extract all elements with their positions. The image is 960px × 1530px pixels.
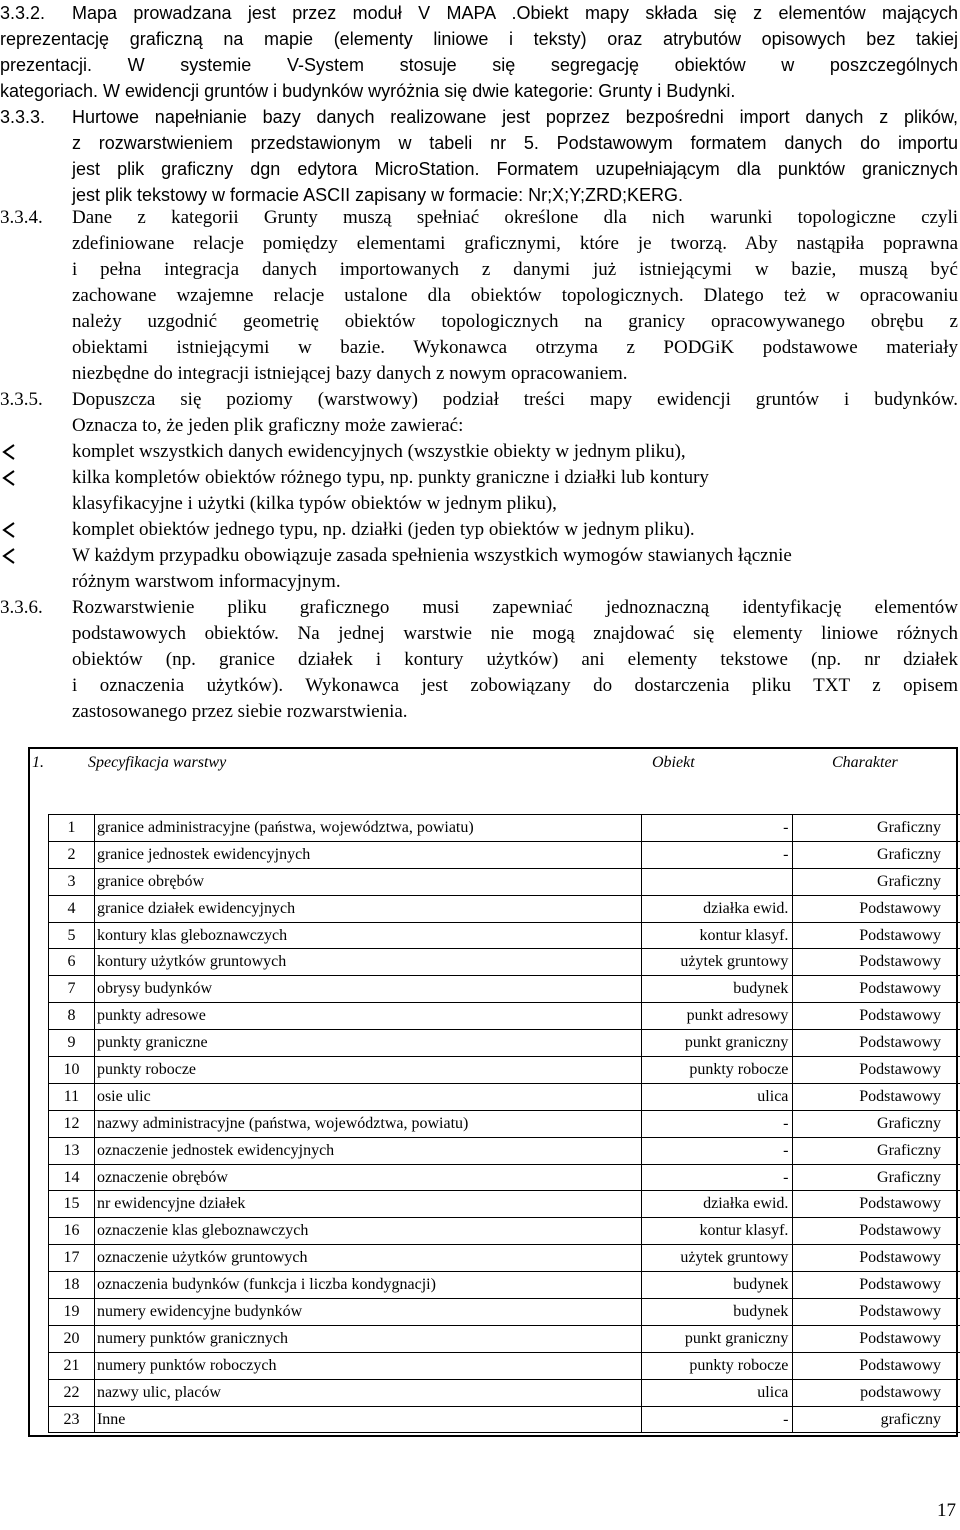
layer-name: granice jednostek ewidencyjnych — [94, 841, 641, 868]
layer-character: Podstawowy — [793, 976, 960, 1003]
layer-character: Podstawowy — [793, 1003, 960, 1030]
table-row — [49, 1352, 960, 1379]
table-row — [49, 1030, 960, 1057]
section-3-3-3 — [0, 104, 960, 208]
object-type: budynek — [641, 976, 793, 1003]
row-number: 17 — [49, 1245, 95, 1272]
table-row — [49, 1406, 960, 1433]
bullet-text: W każdym przypadku obowiązuje zasada spełnienia wszystkich wymogów stawianych łącznie — [72, 545, 792, 566]
layer-name: kontury użytków gruntowych — [94, 949, 641, 976]
layer-name: granice działek ewidencyjnych — [94, 895, 641, 922]
row-number: 13 — [49, 1137, 95, 1164]
text-line: zachowane wzajemne relacje ustalone dla obiektów topologicznych. Dlatego też w opracowaniu — [72, 285, 958, 306]
layer-name: nr ewidencyjne działek — [94, 1191, 641, 1218]
row-number: 9 — [49, 1030, 95, 1057]
header-character: Charakter — [832, 754, 898, 771]
object-type: - — [641, 815, 793, 842]
row-number: 7 — [49, 976, 95, 1003]
bullet-text: różnym warstwom informacyjnym. — [72, 571, 341, 592]
text-line: Dopuszcza się poziomy (warstwowy) podział treści mapy ewidencji gruntów i budynków. — [72, 389, 958, 410]
page-number: 17 — [937, 1500, 956, 1521]
layer-name: oznaczenia budynków (funkcja i liczba kondygnacji) — [94, 1272, 641, 1299]
row-number: 22 — [49, 1379, 95, 1406]
layer-character: podstawowy — [793, 1379, 960, 1406]
layer-name: oznaczenie klas gleboznawczych — [94, 1218, 641, 1245]
row-number: 15 — [49, 1191, 95, 1218]
object-type: kontur klasyf. — [641, 922, 793, 949]
layer-character: Podstawowy — [793, 1245, 960, 1272]
row-number: 8 — [49, 1003, 95, 1030]
bracket-bullet-icon — [0, 469, 18, 487]
bracket-bullet-icon — [0, 521, 18, 539]
text-line: zastosowanego przez siebie rozwarstwienia. — [72, 701, 408, 722]
row-number: 11 — [49, 1083, 95, 1110]
section-number: 3.3.4. — [0, 207, 43, 228]
section-number: 3.3.6. — [0, 597, 43, 618]
layer-character: Podstawowy — [793, 1299, 960, 1326]
bullet-text: komplet wszystkich danych ewidencyjnych (wszystkie obiekty w jednym pliku), — [72, 441, 686, 462]
layer-name: numery ewidencyjne budynków — [94, 1299, 641, 1326]
text-line: reprezentację graficzną na mapie (elementy liniowe i teksty) oraz atrybutów opisowych bez takiej — [0, 29, 958, 49]
row-number: 18 — [49, 1272, 95, 1299]
object-type: - — [641, 1110, 793, 1137]
table-row — [49, 976, 960, 1003]
layer-character: graficzny — [793, 1406, 960, 1433]
table-row — [49, 1003, 960, 1030]
layer-name: punkty robocze — [94, 1057, 641, 1084]
layer-character: Graficzny — [793, 1164, 960, 1191]
layer-character: Podstawowy — [793, 922, 960, 949]
layer-character: Graficzny — [793, 1110, 960, 1137]
header-number: 1. — [32, 754, 44, 771]
layer-character: Graficzny — [793, 841, 960, 868]
text-line: obiektów (np. granice działek i kontury użytków) ani elementy tekstowe (np. nr działek — [72, 649, 958, 670]
object-type: użytek gruntowy — [641, 1245, 793, 1272]
table-row — [49, 841, 960, 868]
layer-character: Graficzny — [793, 868, 960, 895]
text-line: Rozwarstwienie pliku graficznego musi zapewniać jednoznaczną identyfikację elementów — [72, 597, 958, 618]
layer-character: Graficzny — [793, 815, 960, 842]
layer-name: oznaczenie jednostek ewidencyjnych — [94, 1137, 641, 1164]
layer-character: Podstawowy — [793, 1191, 960, 1218]
object-type: działka ewid. — [641, 1191, 793, 1218]
layer-character: Podstawowy — [793, 1352, 960, 1379]
text-line: z rozwarstwieniem przedstawionym w tabeli nr 5. Podstawowym formatem danych do importu — [72, 133, 958, 153]
layer-name: punkty graniczne — [94, 1030, 641, 1057]
layer-character: Podstawowy — [793, 1083, 960, 1110]
header-object: Obiekt — [652, 754, 695, 771]
text-line: obiektami istniejącymi w bazie. Wykonawca otrzyma z PODGiK podstawowe materiały — [72, 337, 958, 358]
text-line: Oznacza to, że jeden plik graficzny może zawierać: — [72, 415, 464, 436]
text-line: podstawowych obiektów. Na jednej warstwie nie mogą znajdować się elementy liniowe różnych — [72, 623, 958, 644]
table-row — [49, 1137, 960, 1164]
row-number: 10 — [49, 1057, 95, 1084]
table-row — [49, 1272, 960, 1299]
section-number: 3.3.3. — [0, 107, 46, 127]
text-line: jest plik tekstowy w formacie ASCII zapisany w formacie: Nr;X;Y;ZRD;KERG. — [72, 185, 683, 205]
row-number: 5 — [49, 922, 95, 949]
layer-name: obrysy budynków — [94, 976, 641, 1003]
text-line: zdefiniowane relacje pomiędzy elementami graficznymi, które je tworzą. Aby nastąpiła poprawna — [72, 233, 958, 254]
object-type: punkt adresowy — [641, 1003, 793, 1030]
text-line: niezbędne do integracji istniejącej bazy danych z nowym opracowaniem. — [72, 363, 628, 384]
text-line: Hurtowe napełnianie bazy danych realizowane jest poprzez bezpośredni import danych z plików, — [72, 107, 958, 127]
bullet-text: komplet obiektów jednego typu, np. działki (jeden typ obiektów w jednym pliku). — [72, 519, 695, 540]
row-number: 16 — [49, 1218, 95, 1245]
table-row — [49, 1057, 960, 1084]
layer-name: nazwy ulic, placów — [94, 1379, 641, 1406]
object-type: - — [641, 1137, 793, 1164]
text-line: kategoriach. W ewidencji gruntów i budynków wyróżnia się dwie kategorie: Grunty i Budynki. — [0, 81, 736, 101]
text-line: Mapa prowadzana jest przez moduł V MAPA .Obiekt mapy składa się z elementów mających — [72, 3, 958, 23]
section-3-3-5 — [0, 387, 960, 595]
table-row — [49, 815, 960, 842]
object-type: ulica — [641, 1379, 793, 1406]
object-type: budynek — [641, 1272, 793, 1299]
row-number: 3 — [49, 868, 95, 895]
row-number: 23 — [49, 1406, 95, 1433]
text-line: i pełna integracja danych importowanych z danymi już istniejącymi w bazie, muszą być — [72, 259, 958, 280]
bullet-text: kilka kompletów obiektów różnego typu, np. punkty graniczne i działki lub kontury — [72, 467, 709, 488]
table-row — [49, 1245, 960, 1272]
object-type: - — [641, 1406, 793, 1433]
section-3-3-4 — [0, 205, 960, 387]
layer-character: Podstawowy — [793, 1057, 960, 1084]
row-number: 20 — [49, 1325, 95, 1352]
text-line: i oznaczenia użytków). Wykonawca jest zobowiązany do dostarczenia pliku TXT z opisem — [72, 675, 958, 696]
object-type: punkty robocze — [641, 1352, 793, 1379]
object-type: - — [641, 841, 793, 868]
layer-character: Podstawowy — [793, 1218, 960, 1245]
layer-name: numery punktów granicznych — [94, 1325, 641, 1352]
section-3-3-6 — [0, 595, 960, 725]
layer-name: numery punktów roboczych — [94, 1352, 641, 1379]
layer-character: Podstawowy — [793, 895, 960, 922]
bracket-bullet-icon — [0, 547, 18, 565]
table-row — [49, 868, 960, 895]
table-row — [49, 1083, 960, 1110]
table-row — [49, 895, 960, 922]
bullet-text: klasyfikacyjne i użytki (kilka typów obiektów w jednym pliku), — [72, 493, 557, 514]
object-type: użytek gruntowy — [641, 949, 793, 976]
row-number: 14 — [49, 1164, 95, 1191]
layer-character: Podstawowy — [793, 949, 960, 976]
table-row — [49, 1191, 960, 1218]
table-row — [49, 949, 960, 976]
object-type: punkt graniczny — [641, 1325, 793, 1352]
layer-name: oznaczenie użytków gruntowych — [94, 1245, 641, 1272]
table-row — [49, 1299, 960, 1326]
object-type — [641, 868, 793, 895]
layer-name: granice obrębów — [94, 868, 641, 895]
layer-name: oznaczenie obrębów — [94, 1164, 641, 1191]
layer-name: osie ulic — [94, 1083, 641, 1110]
layer-character: Graficzny — [793, 1137, 960, 1164]
row-number: 12 — [49, 1110, 95, 1137]
object-type: kontur klasyf. — [641, 1218, 793, 1245]
section-number: 3.3.5. — [0, 389, 43, 410]
text-line: Dane z kategorii Grunty muszą spełniać określone dla nich warunki topologiczne czyli — [72, 207, 958, 228]
table-header — [30, 749, 956, 799]
layer-rows — [48, 814, 960, 1433]
text-line: prezentacji. W systemie V-System stosuje się segregację obiektów w poszczególnych — [0, 55, 958, 75]
object-type: budynek — [641, 1299, 793, 1326]
table-row — [49, 1164, 960, 1191]
row-number: 6 — [49, 949, 95, 976]
header-spec: Specyfikacja warstwy — [88, 754, 227, 771]
section-number: 3.3.2. — [0, 3, 46, 23]
table-row — [49, 1379, 960, 1406]
layer-name: punkty adresowe — [94, 1003, 641, 1030]
layer-name: nazwy administracyjne (państwa, województwa, powiatu) — [94, 1110, 641, 1137]
layer-name: kontury klas gleboznawczych — [94, 922, 641, 949]
layer-character: Podstawowy — [793, 1030, 960, 1057]
table-row — [49, 1325, 960, 1352]
object-type: działka ewid. — [641, 895, 793, 922]
row-number: 19 — [49, 1299, 95, 1326]
object-type: punkt graniczny — [641, 1030, 793, 1057]
bracket-bullet-icon — [0, 443, 18, 461]
layer-specification-table — [28, 747, 958, 1437]
row-number: 4 — [49, 895, 95, 922]
layer-character: Podstawowy — [793, 1272, 960, 1299]
row-number: 2 — [49, 841, 95, 868]
section-3-3-2 — [0, 0, 960, 104]
row-number: 1 — [49, 815, 95, 842]
layer-name: Inne — [94, 1406, 641, 1433]
table-row — [49, 922, 960, 949]
layer-name: granice administracyjne (państwa, województwa, powiatu) — [94, 815, 641, 842]
row-number: 21 — [49, 1352, 95, 1379]
object-type: ulica — [641, 1083, 793, 1110]
text-line: należy uzgodnić geometrię obiektów topologicznych na granicy opracowywanego obrębu z — [72, 311, 958, 332]
object-type: punkty robocze — [641, 1057, 793, 1084]
table-row — [49, 1110, 960, 1137]
text-line: jest plik graficzny dgn edytora MicroStation. Formatem uzupełniającym dla punktów granicznych — [72, 159, 958, 179]
table-row — [49, 1218, 960, 1245]
object-type: - — [641, 1164, 793, 1191]
layer-character: Podstawowy — [793, 1325, 960, 1352]
